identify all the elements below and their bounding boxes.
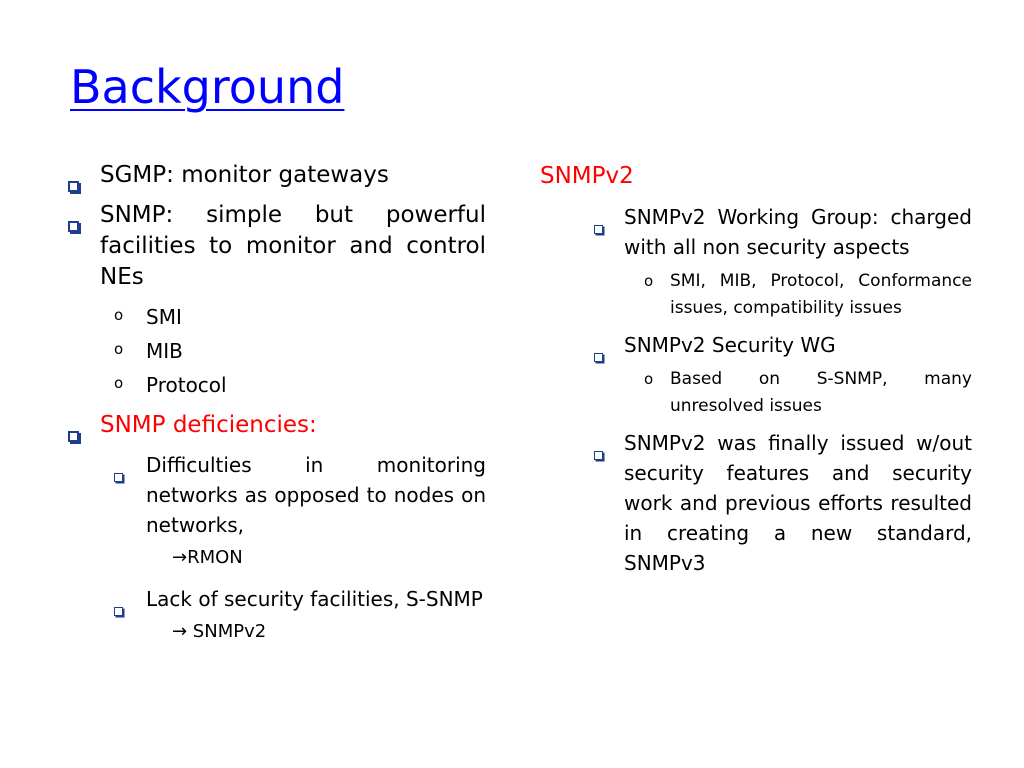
list-item: [64, 370, 486, 400]
list-item-text: Lack of security facilities, S-SNMP: [146, 587, 483, 611]
list-item-text: Based on S-SNMP, many unresolved issues: [670, 369, 972, 416]
list-item-text: SNMP deficiencies:: [100, 412, 317, 438]
arrow-item-text: →RMON: [172, 547, 243, 568]
list-item-text: SNMPv2 Security WG: [624, 333, 836, 357]
list-item-text: SMI, MIB, Protocol, Conformance issues, compatibility issues: [670, 271, 972, 318]
list-item: [64, 200, 486, 293]
list-item: [540, 268, 972, 322]
list-item: [64, 410, 486, 441]
arrow-item-text: → SNMPv2: [172, 621, 267, 642]
list-item: [64, 584, 486, 614]
right-column: [540, 160, 972, 584]
square-bullet-icon: [114, 460, 123, 490]
list-item-text: SNMPv2 Working Group: charged with all non security aspects: [624, 205, 972, 259]
list-item-text: SGMP: monitor gateways: [100, 162, 389, 188]
list-item-text: SNMPv2 was finally issued w/out security features and security work and previous efforts resulted in creating a new standard, SNMPv3: [624, 431, 972, 575]
list-item: [540, 428, 972, 578]
list-item: [64, 160, 486, 191]
list-item-text: Protocol: [146, 373, 227, 397]
square-bullet-icon: [594, 212, 603, 242]
circle-bullet-icon: o: [644, 272, 654, 290]
list-item: [64, 336, 486, 366]
circle-bullet-icon: o: [114, 340, 124, 358]
list-item-text: SMI: [146, 305, 182, 329]
list-item-text: Difficulties in monitoring networks as opposed to nodes on networks,: [146, 453, 486, 537]
circle-bullet-icon: o: [114, 306, 124, 324]
circle-bullet-icon: o: [114, 374, 124, 392]
list-item: [540, 366, 972, 420]
square-bullet-icon: [68, 170, 79, 201]
section-heading: SNMPv2: [540, 163, 634, 189]
circle-bullet-icon: o: [644, 370, 654, 388]
list-item-text: MIB: [146, 339, 183, 363]
list-item: [540, 202, 972, 262]
square-bullet-icon: [68, 420, 79, 451]
list-item: [540, 330, 972, 360]
left-column: [64, 160, 486, 658]
square-bullet-icon: [68, 210, 79, 241]
list-item: [64, 544, 486, 572]
slide-title: Background: [70, 60, 345, 114]
list-item-text: SNMP: simple but powerful facilities to monitor and control NEs: [100, 202, 486, 290]
list-item: [64, 618, 486, 646]
list-item: [64, 450, 486, 540]
list-item: [64, 302, 486, 332]
square-bullet-icon: [594, 438, 603, 468]
